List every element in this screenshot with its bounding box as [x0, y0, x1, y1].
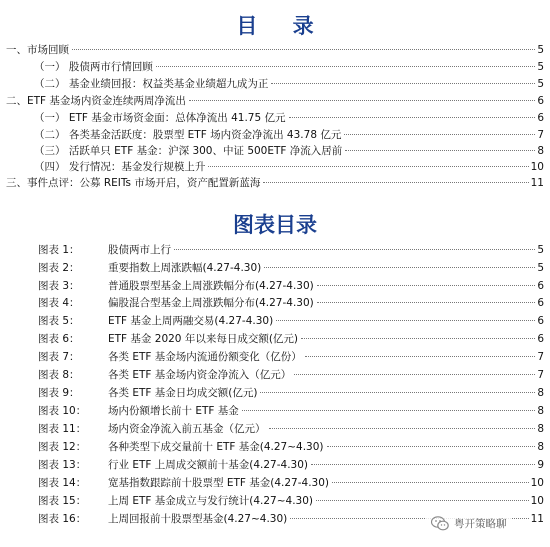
toc-entry[interactable] [6, 43, 544, 58]
figure-page: 6 [537, 280, 544, 292]
figure-entry[interactable] [38, 476, 544, 491]
figure-page: 5 [537, 262, 544, 274]
dot-leader [271, 83, 535, 84]
figure-page: 5 [537, 244, 544, 256]
dot-leader [289, 117, 536, 118]
toc-entry-page: 5 [537, 78, 544, 90]
dot-leader [264, 267, 535, 268]
figure-number: 图表 15： [38, 495, 87, 507]
toc-entry[interactable] [34, 128, 544, 143]
toc-entry-label: （三） 活跃单只 ETF 基金：沪深 300、中证 500ETF 净流入居前 [34, 145, 343, 157]
dot-leader [294, 374, 535, 375]
toc-entry[interactable] [6, 176, 544, 191]
dot-leader [316, 500, 529, 501]
figure-entry[interactable] [38, 422, 544, 437]
figure-page: 8 [537, 387, 544, 399]
figure-entry[interactable] [38, 368, 544, 383]
figure-page: 6 [537, 333, 544, 345]
figure-number: 图表 12： [38, 441, 87, 453]
figure-number: 图表 16： [38, 513, 87, 525]
toc-entry[interactable] [34, 160, 544, 175]
figure-entry[interactable] [38, 404, 544, 419]
toc-entry[interactable] [34, 60, 544, 75]
dot-leader [72, 49, 535, 50]
toc-entry-page: 8 [537, 145, 544, 157]
figure-entry[interactable] [38, 332, 544, 347]
toc-entry-label: （一） ETF 基金市场资金面：总体净流出 41.75 亿元 [34, 112, 286, 124]
figure-page: 7 [537, 351, 544, 363]
figure-number: 图表 14： [38, 477, 87, 489]
dot-leader [260, 392, 535, 393]
figure-page: 10 [530, 477, 544, 489]
figure-label: 各类 ETF 基金场内资金净流入（亿元） [108, 369, 292, 381]
toc-entry-label: （二） 各类基金活跃度：股票型 ETF 场内资金净流出 43.78 亿元 [34, 129, 342, 141]
toc-title: 目 录 [236, 14, 328, 38]
figure-label: 场内资金净流入前五基金（亿元） [108, 423, 266, 435]
dot-leader [344, 134, 535, 135]
figure-number: 图表 3： [38, 280, 80, 292]
toc-entry-label: （二） 基金业绩回报：权益类基金业绩超九成为正 [34, 78, 269, 90]
toc-entry-page: 10 [530, 161, 544, 173]
figure-label: 场内份额增长前十 ETF 基金 [108, 405, 239, 417]
toc-entry-label: （四） 发行情况：基金发行规模上升 [34, 161, 206, 173]
figure-page: 8 [537, 441, 544, 453]
figure-page: 6 [537, 297, 544, 309]
toc-entry-label: （一） 股债两市行情回顾 [34, 61, 153, 73]
figure-entry[interactable] [38, 386, 544, 401]
figure-label: 上周回报前十股票型基金(4.27~4.30) [108, 513, 288, 525]
toc-entry-page: 5 [537, 61, 544, 73]
toc-entry-page: 6 [537, 112, 544, 124]
figure-number: 图表 2： [38, 262, 80, 274]
figure-label: 上周 ETF 基金成立与发行统计(4.27~4.30) [108, 495, 314, 507]
figure-page: 8 [537, 405, 544, 417]
figure-label: 普通股票型基金上周涨跌幅分布(4.27-4.30) [108, 280, 314, 292]
toc-entry[interactable] [34, 77, 544, 92]
figure-number: 图表 5： [38, 315, 80, 327]
figure-label: 偏股混合型基金上周涨跌幅分布(4.27-4.30) [108, 297, 314, 309]
watermark-text: 粤开策略聊 [454, 517, 507, 530]
dot-leader [311, 464, 535, 465]
figure-entry[interactable] [38, 279, 544, 294]
figure-number: 图表 10： [38, 405, 87, 417]
dot-leader [189, 100, 535, 101]
figure-number: 图表 8： [38, 369, 80, 381]
figure-entry[interactable] [38, 314, 544, 329]
figure-number: 图表 7： [38, 351, 80, 363]
toc-entry[interactable] [34, 111, 544, 126]
dot-leader [174, 249, 535, 250]
figure-number: 图表 13： [38, 459, 87, 471]
dot-leader [276, 320, 535, 321]
figure-entry[interactable] [38, 261, 544, 276]
toc-entry-page: 11 [530, 177, 544, 189]
toc-entry[interactable] [34, 144, 544, 159]
toc-entry-page: 5 [537, 44, 544, 56]
figure-entry[interactable] [38, 243, 544, 258]
figure-list-title: 图表目录 [233, 213, 317, 237]
figure-page: 10 [530, 495, 544, 507]
toc-entry[interactable] [6, 94, 544, 109]
figure-page: 11 [530, 513, 544, 525]
dot-leader [317, 285, 536, 286]
figure-label: ETF 基金上周两融交易(4.27-4.30) [108, 315, 274, 327]
toc-entry-label: 二、ETF 基金场内资金连续两周净流出 [6, 95, 186, 107]
figure-label: 宽基指数跟踪前十股票型 ETF 基金(4.27-4.30) [108, 477, 330, 489]
figure-entry[interactable] [38, 458, 544, 473]
figure-label: 重要指数上周涨跌幅(4.27-4.30) [108, 262, 262, 274]
figure-entry[interactable] [38, 350, 544, 365]
figure-label: ETF 基金 2020 年以来每日成交额(亿元) [108, 333, 299, 345]
dot-leader [242, 410, 536, 411]
figure-page: 8 [537, 423, 544, 435]
watermark [426, 512, 512, 534]
figure-number: 图表 9： [38, 387, 80, 399]
figure-number: 图表 6： [38, 333, 80, 345]
figure-entry[interactable] [38, 494, 544, 509]
figure-entry[interactable] [38, 296, 544, 311]
dot-leader [317, 302, 536, 303]
dot-leader [208, 166, 528, 167]
dot-leader [345, 150, 535, 151]
toc-entry-page: 7 [537, 129, 544, 141]
dot-leader [263, 182, 528, 183]
figure-entry[interactable] [38, 440, 544, 455]
figure-page: 9 [537, 459, 544, 471]
toc-entry-label: 三、事件点评：公募 REITs 市场开启，资产配置新蓝海 [6, 177, 261, 189]
figure-page: 6 [537, 315, 544, 327]
dot-leader [156, 66, 535, 67]
figure-label: 各类 ETF 基金场内流通份额变化（亿份） [108, 351, 302, 363]
dot-leader [305, 356, 536, 357]
dot-leader [269, 428, 536, 429]
figure-label: 各种类型下成交量前十 ETF 基金(4.27~4.30) [108, 441, 324, 453]
figure-number: 图表 1： [38, 244, 80, 256]
dot-leader [327, 446, 536, 447]
toc-entry-page: 6 [537, 95, 544, 107]
figure-page: 7 [537, 369, 544, 381]
figure-label: 行业 ETF 上周成交额前十基金(4.27-4.30) [108, 459, 309, 471]
dot-leader [332, 482, 529, 483]
dot-leader [301, 338, 535, 339]
figure-label: 各类 ETF 基金日均成交额(亿元) [108, 387, 258, 399]
figure-number: 图表 4： [38, 297, 80, 309]
figure-number: 图表 11： [38, 423, 87, 435]
wechat-icon [431, 516, 449, 531]
figure-label: 股债两市上行 [108, 244, 171, 256]
toc-entry-label: 一、市场回顾 [6, 44, 69, 56]
